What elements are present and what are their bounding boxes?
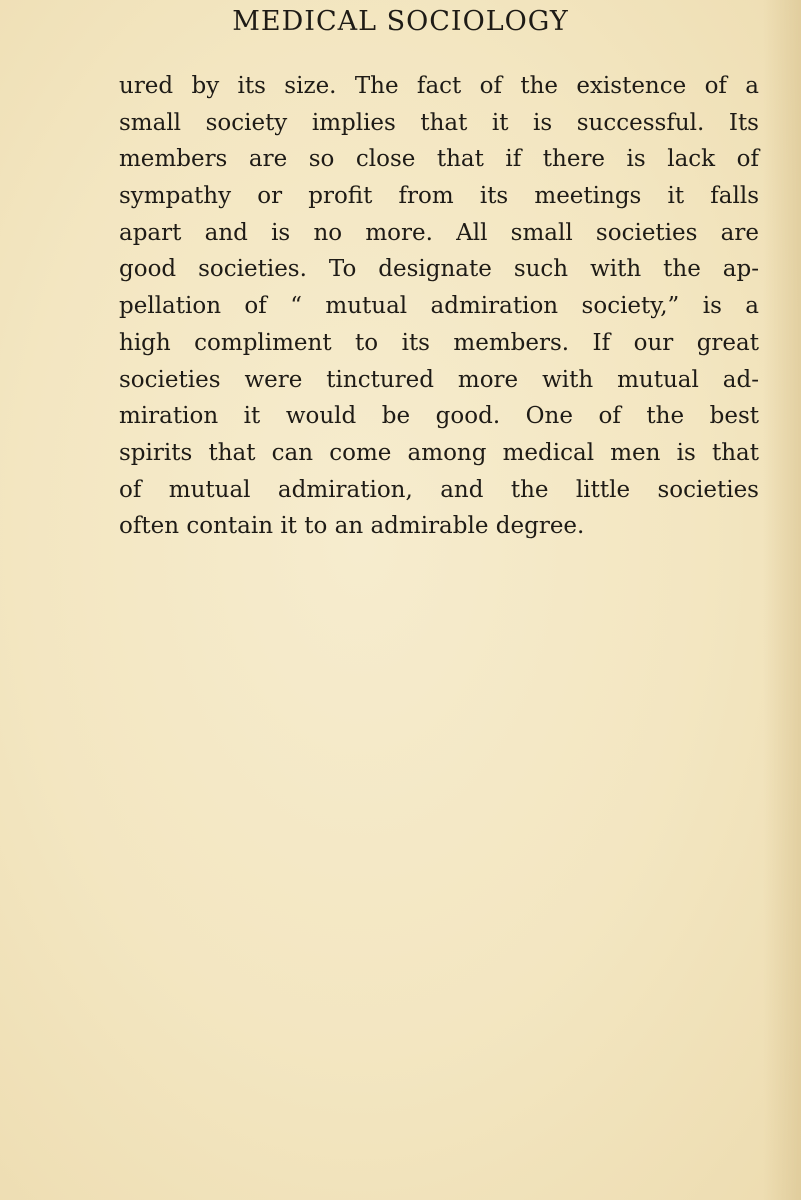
text-line: high compliment to its members. If our great (119, 329, 759, 356)
text-line: sympathy or profit from its meetings it falls (119, 183, 759, 210)
text-line: small society implies that it is successful. Its (119, 109, 759, 136)
text-line: apart and is no more. All small societies are (119, 219, 759, 246)
text-line: ured by its size. The fact of the existence of a (119, 73, 759, 99)
text-line: spirits that can come among medical men is that (119, 439, 759, 466)
text-line: members are so close that if there is lack of (119, 146, 759, 173)
text-line: of mutual admiration, and the little societies (119, 476, 759, 503)
text-line: miration it would be good. One of the best (119, 403, 759, 430)
text-line: societies were tinctured more with mutual ad- (119, 366, 759, 393)
running-head: MEDICAL SOCIOLOGY (232, 6, 569, 37)
body-paragraph (119, 68, 759, 545)
page-edge-shadow (763, 0, 801, 1200)
text-line: pellation of “ mutual admiration society,” is a (119, 293, 759, 320)
text-line: good societies. To designate such with the ap- (119, 256, 759, 283)
text-line-last: often contain it to an admirable degree. (119, 513, 585, 540)
